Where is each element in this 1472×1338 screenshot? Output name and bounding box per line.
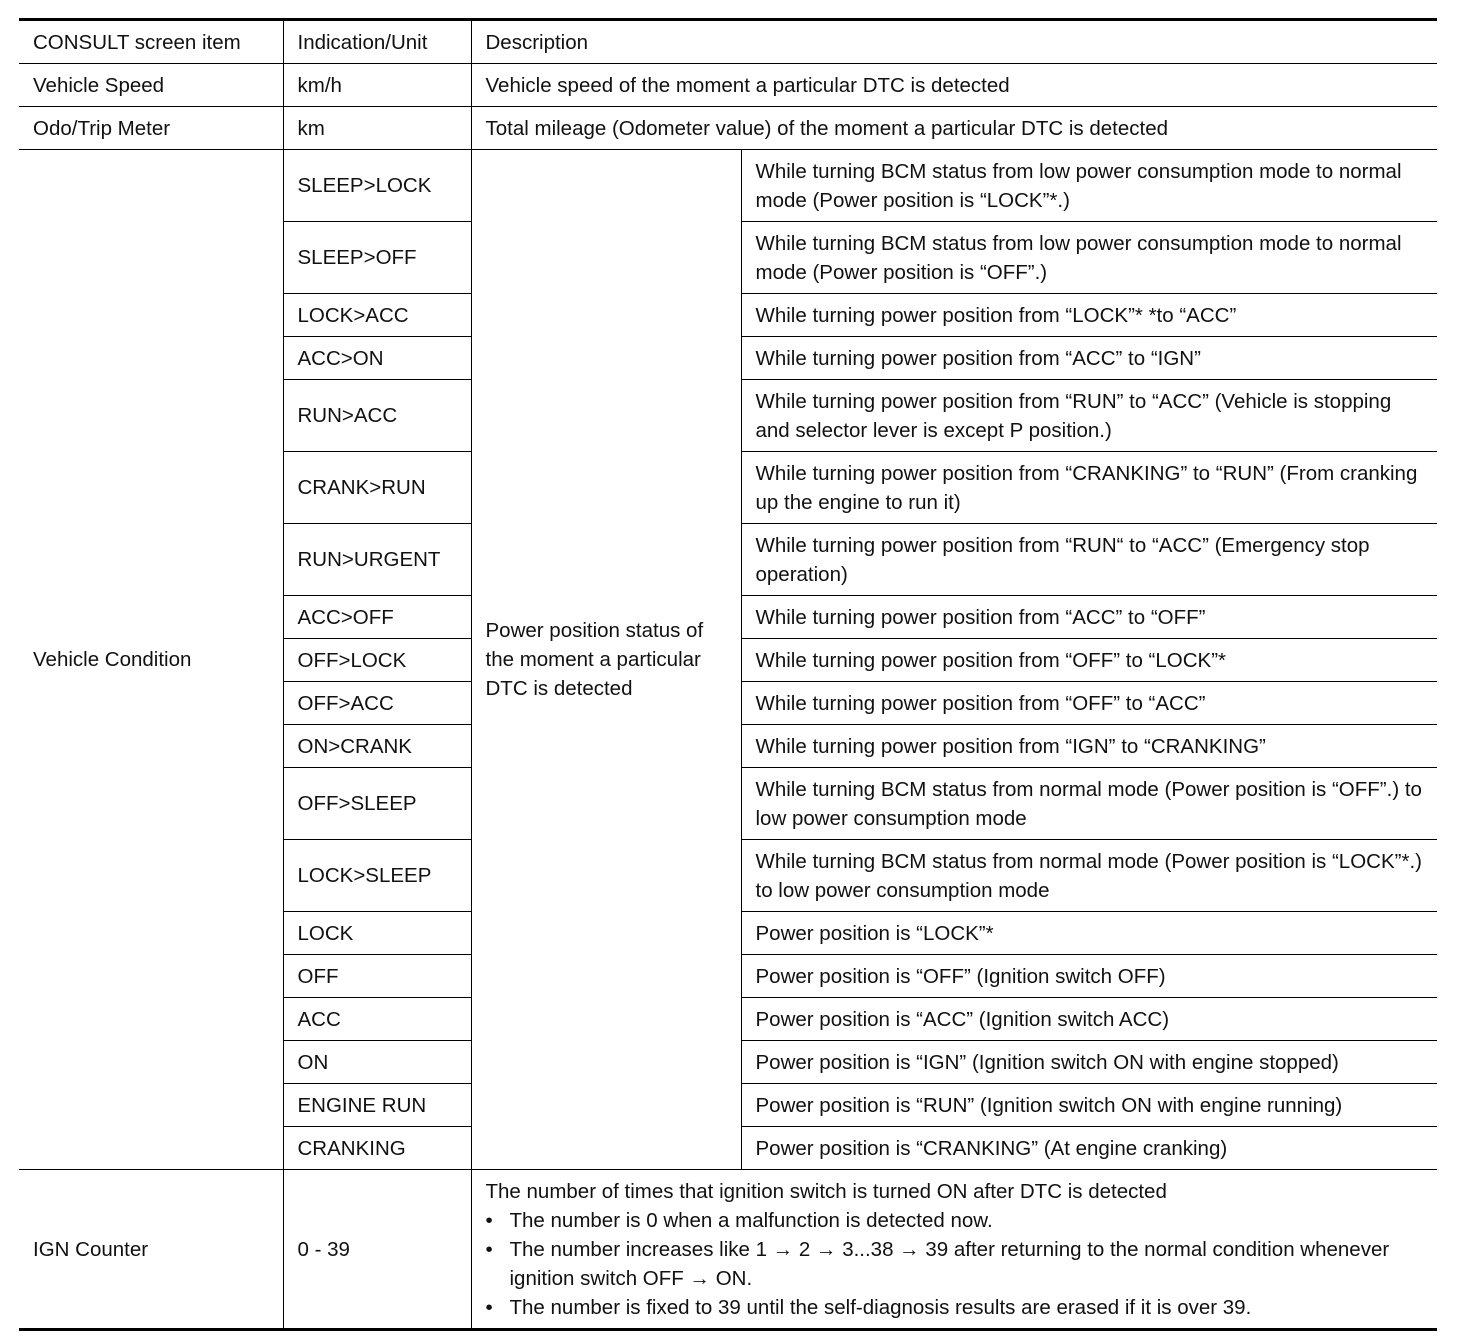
list-item: • The number is 0 when a malfunction is detected now. — [486, 1206, 1424, 1235]
dtc-freeze-frame-table — [19, 18, 1437, 1331]
row-description: While turning power position from “ACC” to “OFF” — [741, 596, 1437, 639]
row-description: Power position is “CRANKING” (At engine cranking) — [741, 1127, 1437, 1170]
ign-counter-description — [471, 1170, 1437, 1330]
row-description: While turning BCM status from low power consumption mode to normal mode (Power position is “OFF”.) — [741, 222, 1437, 294]
row-unit: OFF>ACC — [283, 682, 471, 725]
row-unit: ACC — [283, 998, 471, 1041]
row-unit: OFF>SLEEP — [283, 768, 471, 840]
row-unit: ENGINE RUN — [283, 1084, 471, 1127]
row-unit: ON>CRANK — [283, 725, 471, 768]
row-unit: OFF>LOCK — [283, 639, 471, 682]
row-unit: LOCK — [283, 912, 471, 955]
row-unit: LOCK>ACC — [283, 294, 471, 337]
row-unit: km/h — [283, 64, 471, 107]
row-description: Power position is “IGN” (Ignition switch ON with engine stopped) — [741, 1041, 1437, 1084]
row-description: While turning power position from “OFF” to “ACC” — [741, 682, 1437, 725]
row-description: While turning BCM status from normal mode (Power position is “OFF”.) to low power consumption mode — [741, 768, 1437, 840]
vehicle-condition-item: Vehicle Condition — [19, 150, 283, 1170]
row-description: While turning power position from “RUN” to “ACC” (Vehicle is stopping and selector lever is except P position.) — [741, 380, 1437, 452]
header-item: CONSULT screen item — [19, 20, 283, 64]
table-row — [19, 150, 1437, 222]
row-description: While turning BCM status from normal mode (Power position is “LOCK”*.) to low power consumption mode — [741, 840, 1437, 912]
table-row — [19, 64, 1437, 107]
row-description: While turning BCM status from low power consumption mode to normal mode (Power position is “LOCK”*.) — [741, 150, 1437, 222]
row-unit: CRANKING — [283, 1127, 471, 1170]
row-description: Vehicle speed of the moment a particular DTC is detected — [471, 64, 1437, 107]
row-description: While turning power position from “CRANKING” to “RUN” (From cranking up the engine to run it) — [741, 452, 1437, 524]
header-description: Description — [471, 20, 1437, 64]
row-item: Vehicle Speed — [19, 64, 283, 107]
row-description: While turning power position from “OFF” to “LOCK”* — [741, 639, 1437, 682]
row-unit: RUN>URGENT — [283, 524, 471, 596]
row-description: Power position is “OFF” (Ignition switch OFF) — [741, 955, 1437, 998]
list-item: • The number increases like 1 → 2 → 3...38 → 39 after returning to the normal condition whenever ignition switch OFF → ON. — [486, 1235, 1424, 1293]
row-unit: km — [283, 107, 471, 150]
ign-counter-bullets — [486, 1206, 1424, 1322]
row-unit: SLEEP>OFF — [283, 222, 471, 294]
row-item: Odo/Trip Meter — [19, 107, 283, 150]
row-description: Power position is “RUN” (Ignition switch ON with engine running) — [741, 1084, 1437, 1127]
row-unit: OFF — [283, 955, 471, 998]
row-description: While turning power position from “IGN” to “CRANKING” — [741, 725, 1437, 768]
row-description: While turning power position from “ACC” to “IGN” — [741, 337, 1437, 380]
row-unit: SLEEP>LOCK — [283, 150, 471, 222]
row-description: Total mileage (Odometer value) of the moment a particular DTC is detected — [471, 107, 1437, 150]
row-unit: RUN>ACC — [283, 380, 471, 452]
header-row — [19, 20, 1437, 64]
table-row — [19, 107, 1437, 150]
list-item: • The number is fixed to 39 until the self-diagnosis results are erased if it is over 39. — [486, 1293, 1424, 1322]
ign-counter-item: IGN Counter — [19, 1170, 283, 1330]
header-unit: Indication/Unit — [283, 20, 471, 64]
row-unit: ON — [283, 1041, 471, 1084]
row-unit: ACC>OFF — [283, 596, 471, 639]
ign-counter-unit: 0 - 39 — [283, 1170, 471, 1330]
row-description: While turning power position from “LOCK”* *to “ACC” — [741, 294, 1437, 337]
row-unit: LOCK>SLEEP — [283, 840, 471, 912]
row-unit: CRANK>RUN — [283, 452, 471, 524]
row-unit: ACC>ON — [283, 337, 471, 380]
row-description: Power position is “ACC” (Ignition switch ACC) — [741, 998, 1437, 1041]
vehicle-condition-summary: Power position status of the moment a particular DTC is detected — [471, 150, 741, 1170]
table-row — [19, 1170, 1437, 1330]
ign-counter-intro: The number of times that ignition switch is turned ON after DTC is detected — [485, 1179, 1167, 1203]
row-description: While turning power position from “RUN“ to “ACC” (Emergency stop operation) — [741, 524, 1437, 596]
row-description: Power position is “LOCK”* — [741, 912, 1437, 955]
